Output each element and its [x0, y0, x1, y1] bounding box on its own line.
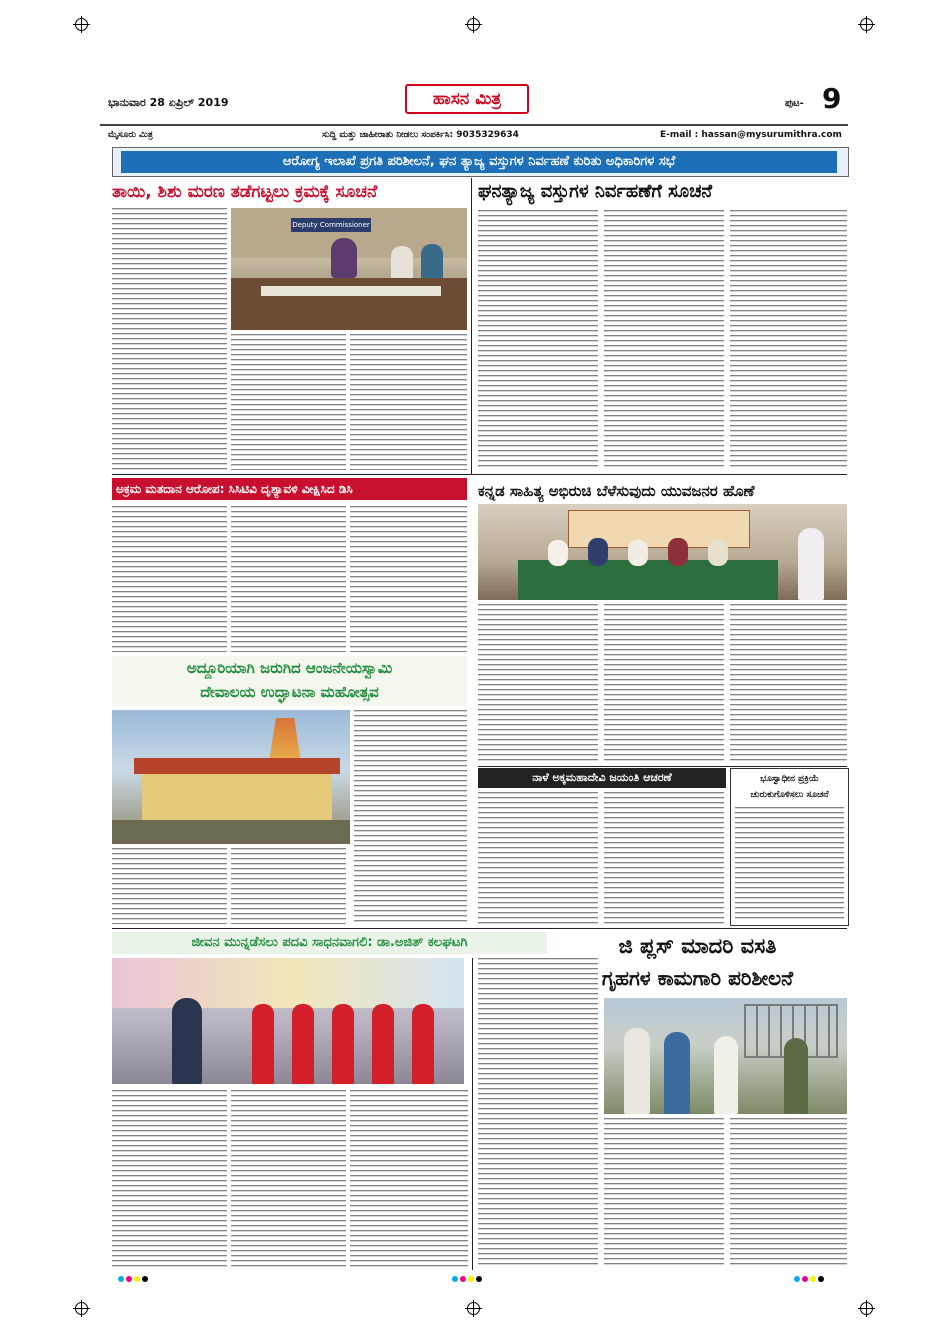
text-column	[478, 958, 598, 1268]
text-column	[231, 334, 346, 470]
stage-table	[518, 560, 778, 600]
person-figure	[588, 538, 608, 566]
banner-strip	[121, 151, 837, 173]
text-column	[112, 1090, 227, 1268]
text-column	[604, 1118, 724, 1268]
temple-hall	[142, 770, 332, 820]
registration-mark-top-mid	[467, 18, 480, 31]
banner-text: ಆರೋಗ್ಯ ಇಲಾಖೆ ಪ್ರಗತಿ ಪರಿಶೀಲನೆ, ಘನ ತ್ಯಾಜ್ಯ ವಸ್ತುಗಳ ನಿರ್ವಹಣೆ ಕುರಿತು ಅಧಿಕಾರಿಗಳ ಸಭೆ	[282, 154, 676, 169]
divider-horizontal	[478, 766, 847, 767]
text-column	[350, 506, 467, 652]
divider-horizontal	[112, 474, 847, 475]
person-figure	[331, 238, 357, 278]
text-column	[730, 604, 847, 764]
paper-name: ಮೈಸೂರು ಮಿತ್ರ	[108, 130, 153, 140]
headline-solid-waste: ಘನತ್ಯಾಜ್ಯ ವಸ್ತುಗಳ ನಿರ್ವಹಣೆಗೆ ಸೂಚನೆ	[478, 181, 713, 202]
land-acquisition-box	[730, 768, 849, 926]
temple-photo	[112, 710, 350, 844]
ground	[112, 820, 350, 844]
text-column	[112, 848, 227, 924]
text-column	[478, 210, 598, 470]
person-figure	[548, 540, 568, 566]
person-figure	[784, 1038, 808, 1114]
person-figure	[628, 540, 648, 566]
registration-mark-top-right	[860, 18, 873, 31]
table-papers	[261, 286, 441, 296]
color-calibration-mid	[452, 1276, 484, 1282]
text-column	[112, 208, 227, 470]
text-column	[604, 210, 724, 470]
person-figure	[172, 998, 202, 1084]
headline-degree: ಜೀವನ ಮುನ್ನಡೆಸಲು ಪದವಿ ಸಾಧನವಾಗಲಿ: ಡಾ.ಅಜಿತ್ ಕಲಘಟಗಿ	[191, 935, 468, 950]
text-column	[354, 710, 467, 924]
person-figure	[332, 1004, 354, 1084]
person-figure	[292, 1004, 314, 1084]
person-figure	[708, 540, 728, 566]
email-text: E-mail : hassan@mysurumithra.com	[660, 130, 842, 140]
headline-land-line2: ಚುರುಕುಗೊಳಿಸಲು ಸೂಚನೆ	[750, 790, 829, 800]
headline-housing-line2: ಗೃಹಗಳ ಕಾಮಗಾರಿ ಪರಿಶೀಲನೆ	[601, 966, 794, 990]
text-column	[350, 334, 467, 470]
stage-backdrop	[112, 958, 464, 1008]
headline-box-degree	[112, 932, 547, 954]
text-column	[478, 604, 598, 764]
person-figure	[412, 1004, 434, 1084]
site-inspection-photo	[604, 998, 847, 1114]
nameboard-text: Deputy Commissioner	[292, 221, 370, 229]
color-calibration-left	[118, 1276, 150, 1282]
person-figure	[624, 1028, 650, 1114]
seminar-photo	[478, 504, 847, 600]
banner-frame	[112, 147, 849, 177]
masthead-title: ಹಾಸನ ಮಿತ್ರ	[405, 84, 529, 114]
text-column	[604, 792, 724, 924]
graduation-photo	[112, 958, 464, 1084]
registration-mark-bottom-mid	[467, 1302, 480, 1315]
page-label: ಪುಟ-	[785, 98, 804, 109]
text-column	[231, 1090, 346, 1268]
page-number: 9	[822, 82, 842, 115]
nameboard	[291, 218, 371, 232]
text-column	[350, 1090, 468, 1268]
contact-text: ಸುದ್ದಿ ಮತ್ತು ಜಾಹೀರಾತು ನೀಡಲು ಸಂಪರ್ಕಿಸಿ: 9035329634	[322, 130, 519, 140]
headline-box-akkamahadevi	[478, 768, 726, 788]
headline-housing-line1: ಜಿ ಪ್ಲಸ್ ಮಾದರಿ ವಸತಿ	[618, 934, 777, 958]
issue-date: ಭಾನುವಾರ 28 ಏಪ್ರಿಲ್ 2019	[108, 96, 229, 109]
registration-mark-bottom-left	[75, 1302, 88, 1315]
registration-mark-top-left	[75, 18, 88, 31]
text-column	[478, 792, 598, 924]
divider-horizontal	[112, 928, 847, 929]
meeting-photo	[231, 208, 467, 330]
headline-box-temple	[112, 656, 467, 706]
headline-kannada-literature: ಕನ್ನಡ ಸಾಹಿತ್ಯ ಅಭಿರುಚಿ ಬೆಳೆಸುವುದು ಯುವಜನರ ಹೊಣೆ	[478, 482, 755, 500]
masthead	[100, 82, 848, 148]
person-figure	[664, 1032, 690, 1114]
speaker-figure	[798, 528, 824, 600]
text-column	[604, 604, 724, 764]
text-column	[730, 210, 847, 470]
temple-roof	[134, 758, 340, 774]
person-figure	[372, 1004, 394, 1084]
person-figure	[714, 1036, 738, 1114]
person-figure	[421, 244, 443, 282]
headline-temple-line1: ಅದ್ದೂರಿಯಾಗಿ ಜರುಗಿದ ಆಂಜನೇಯಸ್ವಾಮಿ	[186, 659, 393, 677]
registration-mark-bottom-right	[860, 1302, 873, 1315]
headline-box-cctv	[112, 478, 467, 500]
person-figure	[252, 1004, 274, 1084]
headline-cctv: ಅಕ್ರಮ ಮತದಾನ ಆರೋಪ: ಸಿಸಿಟಿವಿ ದೃಶ್ಯಾವಳಿ ವೀಕ್ಷಿಸಿದ ಡಿಸಿ	[116, 482, 353, 496]
text-column	[730, 1118, 847, 1268]
masthead-rule	[100, 124, 848, 126]
color-calibration-right	[794, 1276, 826, 1282]
person-figure	[391, 246, 413, 282]
headline-akkamahadevi: ನಾಳೆ ಅಕ್ಕಮಹಾದೇವಿ ಜಯಂತಿ ಆಚರಣೆ	[532, 771, 672, 784]
headline-land-line1: ಭೂಸ್ವಾಧೀನ ಪ್ರಕ್ರಿಯೆ	[760, 774, 819, 784]
text-column	[231, 848, 346, 924]
person-figure	[668, 538, 688, 566]
text-column	[735, 807, 844, 919]
text-column	[231, 506, 346, 652]
divider-vertical-bottom	[472, 958, 473, 1270]
divider-vertical-top	[471, 178, 472, 475]
text-column	[112, 506, 227, 652]
headline-temple-line2: ದೇವಾಲಯ ಉದ್ಘಾಟನಾ ಮಹೋತ್ಸವ	[200, 683, 379, 701]
headline-maternal-mortality: ತಾಯಿ, ಶಿಶು ಮರಣ ತಡೆಗಟ್ಟಲು ಕ್ರಮಕ್ಕೆ ಸೂಚನೆ	[112, 182, 378, 202]
